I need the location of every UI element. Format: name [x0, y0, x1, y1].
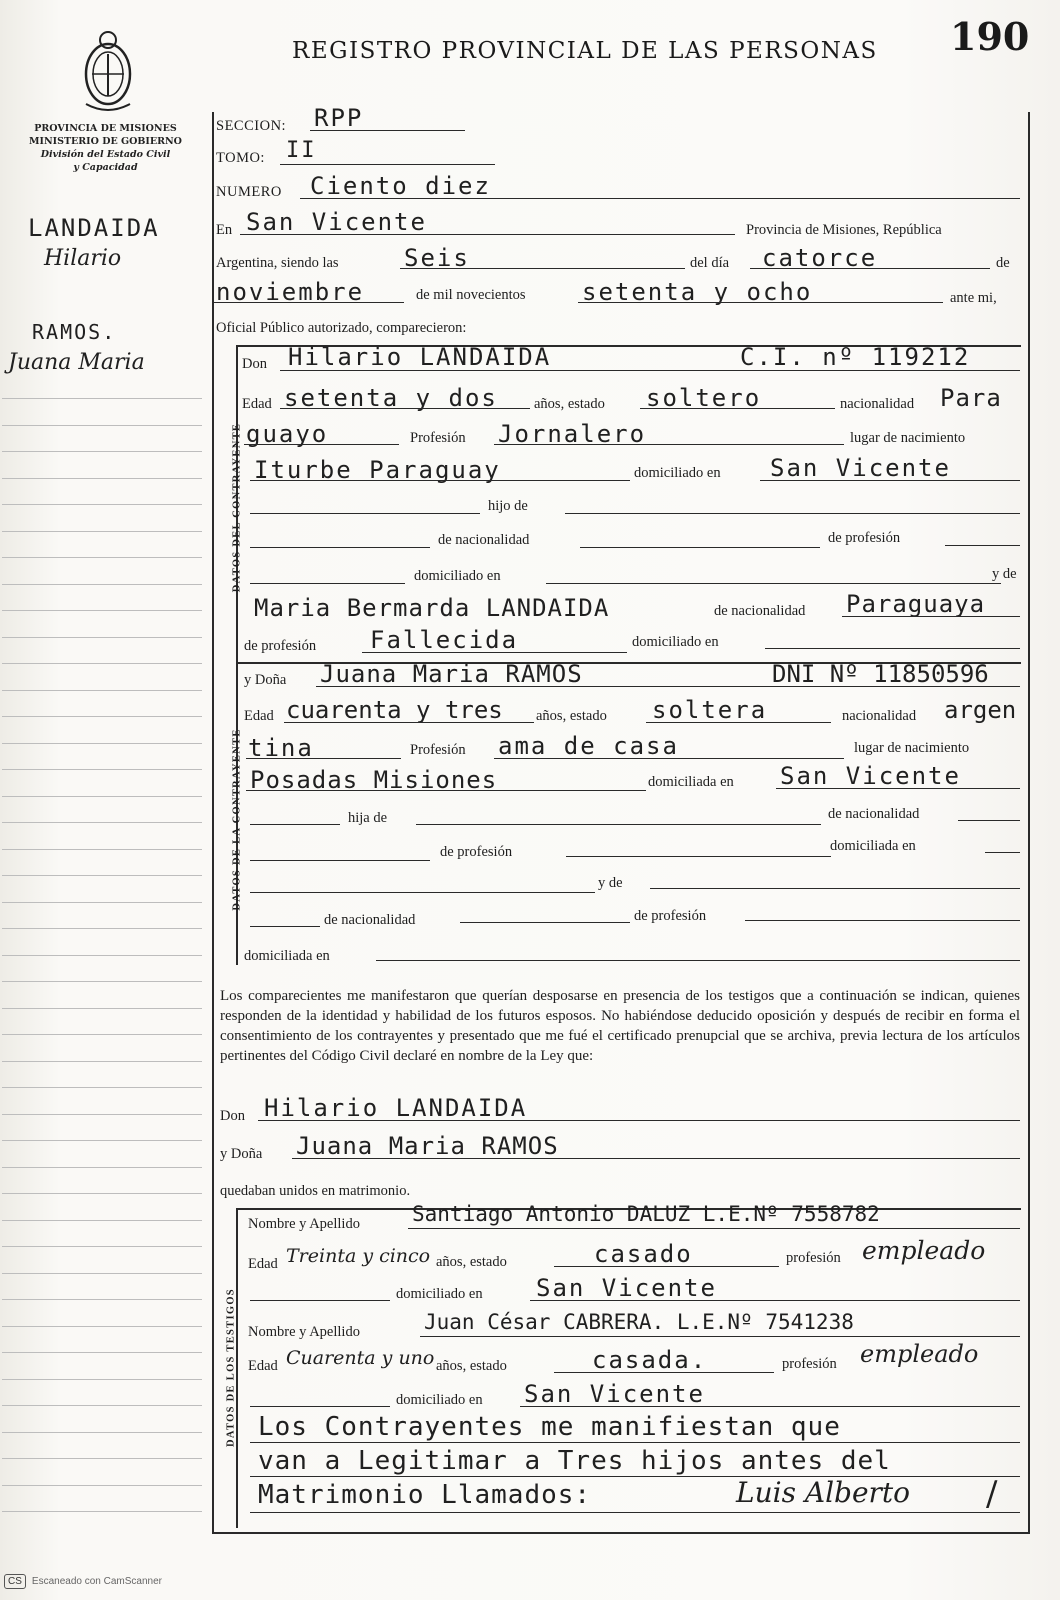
blank-line — [416, 824, 821, 825]
margin-ruled-line — [2, 1140, 202, 1141]
camscanner-icon: CS — [4, 1574, 26, 1589]
seal-line: MINISTERIO DE GOBIERNO — [29, 136, 182, 147]
profesion-label: Profesión — [410, 430, 466, 446]
don-label: Don — [242, 356, 267, 372]
edad-label: Edad — [248, 1358, 278, 1374]
dona-label: y Doña — [244, 672, 287, 688]
domiciliado-en-label: domiciliado en — [414, 568, 501, 584]
anios-estado-label: años, estado — [436, 1254, 507, 1270]
margin-ruled-line — [2, 928, 202, 929]
observation-note: Los Contrayentes me manifiestan que — [258, 1412, 841, 1442]
madre-profesion: Fallecida — [370, 626, 519, 654]
testigo2-domicilio: San Vicente — [524, 1380, 705, 1408]
observation-note: Matrimonio Llamados: — [258, 1480, 592, 1510]
y-de-label: y de — [992, 566, 1017, 582]
contrayenta-documento: DNI Nº 11850596 — [772, 660, 989, 688]
slash-mark: / — [986, 1474, 998, 1514]
contrayente-documento: C.I. nº 119212 — [740, 343, 971, 371]
blank-line — [580, 547, 820, 548]
blank-line — [776, 788, 1020, 789]
domiciliada-en-label: domiciliada en — [830, 838, 916, 854]
margin-ruled-line — [2, 504, 202, 505]
provincia-text: Provincia de Misiones, República — [746, 222, 942, 238]
blank-line — [250, 1442, 1020, 1443]
profesion-label: profesión — [782, 1356, 837, 1372]
hijo-de-label: hijo de — [488, 498, 528, 514]
blank-line — [250, 583, 405, 584]
blank-line — [258, 1120, 1020, 1121]
seal-line: y Capacidad — [73, 162, 138, 173]
page-title: REGISTRO PROVINCIAL DE LAS PERSONAS — [292, 38, 878, 64]
blank-line — [566, 856, 831, 857]
seccion-value: RPP — [314, 104, 364, 132]
observation-name: Luis Alberto — [736, 1476, 911, 1509]
de-profesion-label: de profesión — [440, 844, 513, 860]
margin-ruled-line — [2, 1167, 202, 1168]
margin-ruled-line — [2, 425, 202, 426]
blank-line — [362, 652, 627, 653]
scanner-watermark — [4, 1574, 162, 1589]
blank-line — [578, 302, 943, 303]
oficial-text: Oficial Público autorizado, comparecieron: — [216, 320, 467, 336]
margin-ruled-line — [2, 1511, 202, 1512]
tomo-value: II — [286, 138, 317, 163]
blank-line — [546, 583, 1001, 584]
declaration-don-nombre: Hilario LANDAIDA — [264, 1094, 528, 1122]
seal-text — [18, 122, 193, 174]
margin-ruled-line — [2, 451, 202, 452]
del-dia-label: del día — [690, 255, 730, 271]
de-label: de — [996, 255, 1010, 271]
margin-note: Juana Maria — [8, 350, 145, 375]
blank-line — [494, 758, 844, 759]
de-nacionalidad-label: de nacionalidad — [324, 912, 416, 928]
nacionalidad-label: nacionalidad — [842, 708, 917, 724]
blank-line — [765, 648, 1020, 649]
margin-ruled-line — [2, 875, 202, 876]
left-border — [212, 112, 214, 1532]
testigo2-edad: Cuarenta y uno — [286, 1347, 435, 1369]
de-nacionalidad-label: de nacionalidad — [828, 806, 920, 822]
margin-note: Hilario — [44, 246, 122, 271]
blank-line — [554, 1266, 779, 1267]
margin-ruled-line — [2, 690, 202, 691]
blank-line — [292, 1158, 1020, 1159]
contrayente-lugar-nac: Iturbe Paraguay — [254, 456, 501, 484]
margin-ruled-line — [2, 743, 202, 744]
anios-estado-label: años, estado — [534, 396, 605, 412]
margin-ruled-line — [2, 822, 202, 823]
margin-ruled-line — [2, 1299, 202, 1300]
edad-label: Edad — [242, 396, 272, 412]
section-label: DATOS DEL CONTRAYENTE — [231, 422, 243, 593]
blank-line — [246, 758, 401, 759]
argentina-text: Argentina, siendo las — [216, 255, 339, 271]
contrayenta-profesion: ama de casa — [498, 732, 679, 760]
margin-ruled-line — [2, 1458, 202, 1459]
testigo2-estado: casada. — [592, 1346, 708, 1374]
margin-note: LANDAIDA — [28, 214, 160, 242]
blank-line — [250, 1300, 390, 1301]
contrayente-nacionalidad: Para — [940, 384, 1002, 412]
margin-ruled-line — [2, 1432, 202, 1433]
section-label: DATOS DE LOS TESTIGOS — [225, 1288, 237, 1447]
blank-line — [520, 1406, 1020, 1407]
blank-line — [640, 408, 835, 409]
margin-ruled-line — [2, 637, 202, 638]
margin-ruled-line — [2, 1273, 202, 1274]
blank-line — [958, 820, 1020, 821]
testigo2-profesion: empleado — [860, 1340, 979, 1368]
contrayente-estado: soltero — [646, 384, 762, 412]
blank-line — [646, 722, 831, 723]
margin-ruled-line — [2, 716, 202, 717]
anios-estado-label: años, estado — [536, 708, 607, 724]
anios-estado-label: años, estado — [436, 1358, 507, 1374]
testigo1-nombre: Santiago Antonio DALUZ L.E.Nº 7558782 — [412, 1202, 880, 1226]
contrayenta-nacionalidad-cont: tina — [248, 734, 314, 762]
margin-ruled-line — [2, 1087, 202, 1088]
blank-line — [565, 513, 1020, 514]
blank-line — [250, 1406, 390, 1407]
blank-line — [300, 198, 1020, 199]
domiciliado-label: domiciliado en — [396, 1392, 483, 1408]
de-profesion-label: de profesión — [634, 908, 707, 924]
blank-line — [310, 130, 465, 131]
dona-label: y Doña — [220, 1146, 263, 1162]
dia-value: catorce — [762, 244, 878, 272]
margin-ruled-line — [2, 769, 202, 770]
mil-text: de mil novecientos — [416, 287, 526, 303]
blank-line — [240, 234, 735, 235]
bottom-border — [212, 1532, 1030, 1534]
declaration-paragraph: Los comparecientes me manifestaron que querían desposarse en presencia de los testigos que a continuación se indican, quienes responden de la identidad y habilidad de los futuros esposos. No habiéndose deducido oposición y después de recibir en forma el consentimiento de los contrayentes y presentado que me fué el certificado prenupcial que se archiva, previa lectura de los artículos pertinentes del Código Civil declaré en nombre de la Ley que: — [220, 988, 1020, 1064]
margin-ruled-line — [2, 1114, 202, 1115]
margin-ruled-line — [2, 1220, 202, 1221]
blank-line — [246, 790, 646, 791]
blank-line — [250, 860, 430, 861]
blank-line — [250, 513, 480, 514]
domiciliado-label: domiciliado en — [396, 1286, 483, 1302]
margin-ruled-line — [2, 955, 202, 956]
blank-line — [280, 164, 495, 165]
domiciliada-en-label: domiciliada en — [244, 948, 330, 964]
closing-text: quedaban unidos en matrimonio. — [220, 1183, 411, 1199]
contrayenta-edad: cuarenta y tres — [286, 696, 503, 724]
blank-line — [530, 1300, 1020, 1301]
blank-line — [494, 444, 844, 445]
blank-line — [945, 545, 1020, 546]
margin-ruled-line — [2, 1246, 202, 1247]
margin-ruled-line — [2, 796, 202, 797]
blank-line — [250, 926, 320, 927]
madre-nombre: Maria Bermarda LANDAIDA — [254, 594, 610, 622]
testigo1-profesion: empleado — [862, 1236, 986, 1265]
lugar-nac-label: lugar de nacimiento — [854, 740, 970, 756]
blank-line — [554, 1372, 774, 1373]
blank-line — [760, 480, 1020, 481]
margin-ruled-line — [2, 902, 202, 903]
section-label: DATOS DE LA CONTRAYENTE — [231, 728, 243, 911]
profesion-label: profesión — [786, 1250, 841, 1266]
blank-line — [316, 686, 1020, 687]
margin-ruled-line — [2, 584, 202, 585]
margin-ruled-line — [2, 1352, 202, 1353]
blank-line — [214, 302, 404, 303]
blank-line — [408, 1228, 1020, 1229]
tomo-label: TOMO: — [216, 150, 265, 166]
de-profesion-label: de profesión — [828, 530, 901, 546]
madre-prof-label: de profesión — [244, 638, 317, 654]
testigo1-edad: Treinta y cinco — [286, 1245, 431, 1267]
contrayenta-estado: soltera — [652, 696, 768, 724]
blank-line — [750, 268, 990, 269]
madre-dom-label: domiciliado en — [632, 634, 719, 650]
margin-ruled-line — [2, 557, 202, 558]
contrayenta-domicilio: San Vicente — [780, 762, 961, 790]
contrayente-nacionalidad-cont: guayo — [246, 420, 329, 448]
margin-note: RAMOS. — [32, 320, 117, 344]
margin-ruled-line — [2, 1061, 202, 1062]
blank-line — [842, 616, 1020, 617]
contrayente-profesion: Jornalero — [498, 420, 647, 448]
madre-nacionalidad: Paraguaya — [846, 590, 986, 618]
testigo1-domicilio: San Vicente — [536, 1274, 717, 1302]
testigo2-nombre: Juan César CABRERA. L.E.Nº 7541238 — [424, 1310, 854, 1334]
contrayenta-nacionalidad: argen — [944, 696, 1017, 724]
lugar-value: San Vicente — [246, 208, 427, 236]
blank-line — [985, 852, 1020, 853]
contrayente-nombre: Hilario LANDAIDA — [288, 343, 552, 371]
margin-ruled-line — [2, 1034, 202, 1035]
profesion-label: Profesión — [410, 742, 466, 758]
blank-line — [250, 824, 340, 825]
hora-value: Seis — [404, 244, 470, 272]
de-nacionalidad-label: de nacionalidad — [438, 532, 530, 548]
margin-ruled-line — [2, 610, 202, 611]
anio-value: setenta y ocho — [582, 278, 813, 306]
margin-ruled-line — [2, 981, 202, 982]
margin-ruled-line — [2, 1405, 202, 1406]
blank-line — [745, 920, 1020, 921]
blank-line — [420, 1336, 1020, 1337]
margin-ruled-line — [2, 398, 202, 399]
testigo1-estado: casado — [594, 1240, 693, 1268]
seccion-label: SECCION: — [216, 118, 287, 134]
domiciliado-label: domiciliado en — [634, 465, 721, 481]
margin-ruled-line — [2, 1379, 202, 1380]
blank-line — [460, 922, 630, 923]
lugar-nac-label: lugar de nacimiento — [850, 430, 966, 446]
hija-de-label: hija de — [348, 810, 388, 826]
nombre-label: Nombre y Apellido — [248, 1324, 360, 1340]
nombre-label: Nombre y Apellido — [248, 1216, 360, 1232]
ante-mi-text: ante mi, — [950, 290, 997, 306]
blank-line — [250, 892, 595, 893]
blank-line — [244, 444, 399, 445]
contrayenta-nombre: Juana Maria RAMOS — [320, 660, 583, 688]
edad-label: Edad — [244, 708, 274, 724]
margin-ruled-line — [2, 1193, 202, 1194]
margin-ruled-line — [2, 1326, 202, 1327]
blank-line — [280, 408, 530, 409]
folio-number: 190 — [950, 14, 1030, 59]
margin-ruled-line — [2, 478, 202, 479]
observation-note: van a Legitimar a Tres hijos antes del — [258, 1446, 891, 1476]
seal-line: División del Estado Civil — [40, 149, 171, 160]
y-de-label: y de — [598, 875, 623, 891]
don-label: Don — [220, 1108, 245, 1124]
blank-line — [280, 370, 1020, 371]
declaration-dona-nombre: Juana Maria RAMOS — [296, 1132, 559, 1160]
right-border — [1028, 112, 1030, 1532]
margin-ruled-line — [2, 531, 202, 532]
madre-nac-label: de nacionalidad — [714, 603, 806, 619]
margin-ruled-line — [2, 1008, 202, 1009]
margin-ruled-line — [2, 663, 202, 664]
contrayenta-lugar-nac: Posadas Misiones — [250, 766, 498, 794]
blank-line — [250, 480, 630, 481]
edad-label: Edad — [248, 1256, 278, 1272]
blank-line — [250, 547, 430, 548]
blank-line — [400, 268, 685, 269]
numero-value: Ciento diez — [310, 172, 491, 200]
en-label: En — [216, 222, 233, 238]
domiciliada-label: domiciliada en — [648, 774, 734, 790]
blank-line — [284, 722, 534, 723]
coat-of-arms-icon — [78, 26, 138, 120]
blank-line — [376, 960, 1020, 961]
nacionalidad-label: nacionalidad — [840, 396, 915, 412]
margin-ruled-line — [2, 1485, 202, 1486]
scanner-text: Escaneado con CamScanner — [31, 1576, 162, 1587]
contrayente-edad: setenta y dos — [284, 384, 498, 412]
margin-ruled-line — [2, 849, 202, 850]
blank-line — [650, 888, 1020, 889]
numero-label: NUMERO — [216, 184, 282, 200]
seal-line: PROVINCIA DE MISIONES — [34, 123, 177, 134]
contrayente-domicilio: San Vicente — [770, 454, 951, 482]
blank-line — [250, 1512, 1020, 1513]
mes-value: noviembre — [216, 278, 365, 306]
